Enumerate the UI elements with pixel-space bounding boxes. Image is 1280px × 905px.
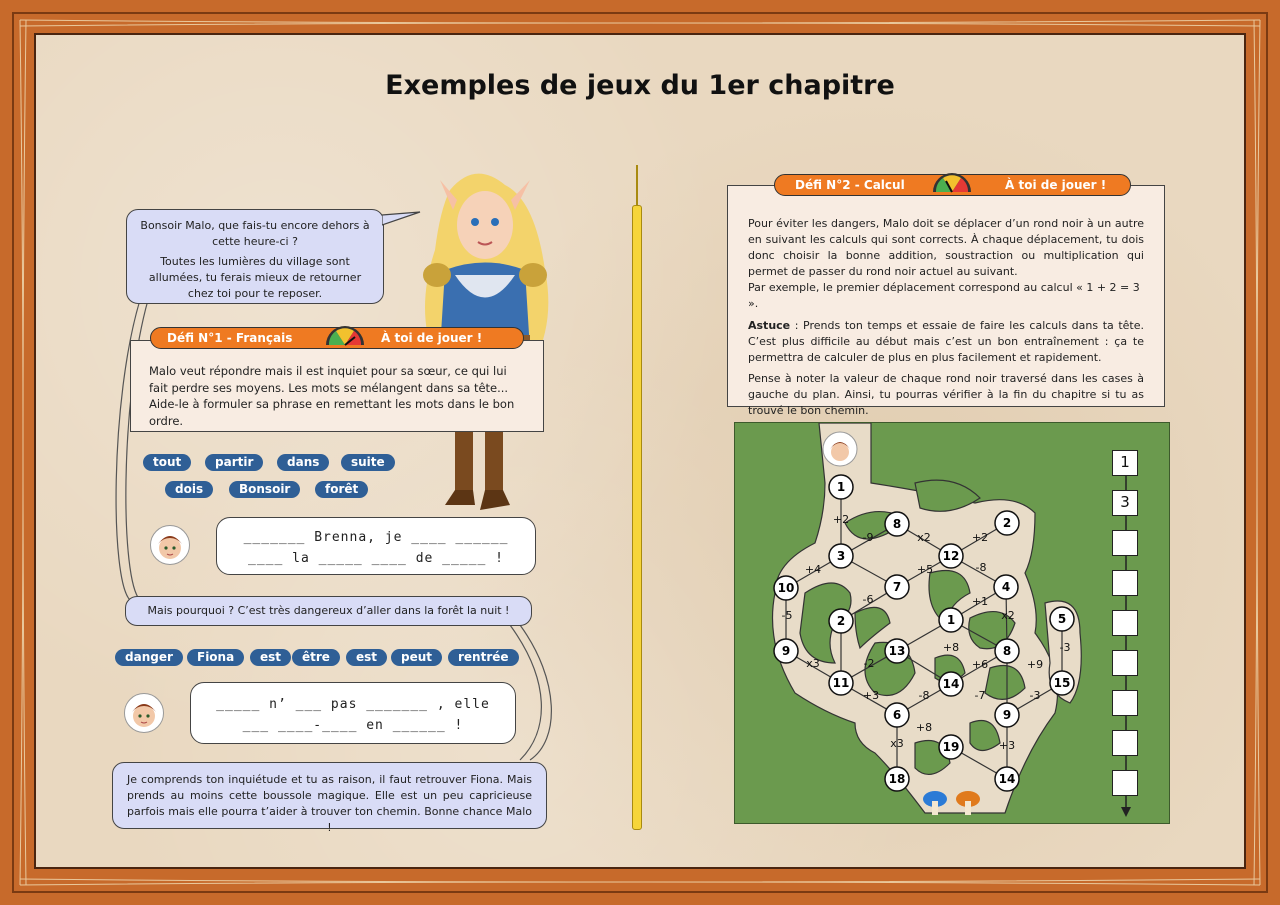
word-chip[interactable]: Fiona <box>187 649 244 666</box>
maze-node[interactable] <box>829 544 853 568</box>
tip-text: : Prends ton temps et essaie de faire les calculs dans ta tête. C’est plus difficile au début mais c’est un bon entraînement : ça te permettra de calculer de plus en plus facilement et rapidement. <box>748 318 1144 364</box>
maze-svg <box>735 423 1169 823</box>
maze-node-value: 4 <box>1001 580 1011 594</box>
maze-operation-label: -6 <box>862 593 874 606</box>
maze-node[interactable] <box>829 671 853 695</box>
maze-node[interactable] <box>885 703 909 727</box>
challenge1-cta: À toi de jouer ! <box>381 331 483 345</box>
ladder-box[interactable]: 3 <box>1112 490 1138 516</box>
maze-node-value: 1 <box>946 613 956 627</box>
ladder-box[interactable] <box>1112 650 1138 676</box>
elf-speech-line2: Toutes les lumières du village sont allumées, tu ferais mieux de retourner chez toi pour te reposer. <box>148 254 362 300</box>
center-divider <box>632 205 642 830</box>
malo-face-icon <box>125 694 163 732</box>
ladder-box[interactable]: 1 <box>1112 450 1138 476</box>
maze-node[interactable] <box>995 639 1019 663</box>
challenge1-text: Malo veut répondre mais il est inquiet pour sa sœur, ce qui lui fait perdre ses moyens. Les mots se mélangent dans sa tête... Aide-le à formuler sa phrase en remettant les mots dans le bon ordre. <box>149 364 515 429</box>
maze-operation-label: x2 <box>1001 609 1015 622</box>
maze-operation-label: -7 <box>974 689 986 702</box>
malo-avatar <box>150 525 190 565</box>
maze-operation-label: +5 <box>916 563 934 576</box>
word-chip[interactable]: être <box>292 649 340 666</box>
maze-map <box>734 422 1170 824</box>
challenge2-cta: À toi de jouer ! <box>1005 178 1107 192</box>
challenge2-para3: Pense à noter la valeur de chaque rond noir traversé dans les cases à gauche du plan. Ainsi, tu pourras vérifier à la fin du chapitre si tu as trouvé le bon chemin. <box>748 372 1144 418</box>
word-chip[interactable]: danger <box>115 649 183 666</box>
maze-node[interactable] <box>829 609 853 633</box>
maze-operation-label: -2 <box>863 657 875 670</box>
challenge2-panel <box>727 185 1165 418</box>
challenge1-title: Défi N°1 - Français <box>167 331 293 345</box>
ladder-box[interactable] <box>1112 770 1138 796</box>
maze-node-value: 10 <box>777 581 795 595</box>
maze-node-value: 5 <box>1057 612 1067 626</box>
maze-node-value: 6 <box>892 708 902 722</box>
maze-operation-label: +6 <box>971 658 989 671</box>
maze-node-value: 9 <box>1002 708 1012 722</box>
word-chip[interactable]: est <box>346 649 387 666</box>
answer1-line1: _______ Brenna, je ____ ______ <box>243 530 509 545</box>
challenge1-panel <box>130 340 544 432</box>
maze-node[interactable] <box>939 735 963 759</box>
maze-operation-label: +8 <box>915 721 933 734</box>
challenge2-tip <box>748 318 1144 366</box>
maze-node[interactable] <box>774 639 798 663</box>
word-chip[interactable]: tout <box>143 454 191 471</box>
maze-node[interactable] <box>939 544 963 568</box>
malo-avatar <box>124 693 164 733</box>
maze-operation-label: +9 <box>1026 658 1044 671</box>
maze-operation-label: x3 <box>890 737 904 750</box>
word-chip[interactable]: dans <box>277 454 329 471</box>
maze-operation-label: +4 <box>804 563 822 576</box>
maze-node[interactable] <box>774 576 798 600</box>
word-chip[interactable]: rentrée <box>448 649 519 666</box>
answer2-box[interactable] <box>190 682 516 744</box>
maze-node-value: 11 <box>832 676 850 690</box>
word-chip[interactable]: forêt <box>315 481 368 498</box>
maze-node[interactable] <box>829 475 853 499</box>
answer1-box[interactable] <box>216 517 536 575</box>
word-chip[interactable]: suite <box>341 454 395 471</box>
ladder-box[interactable] <box>1112 570 1138 596</box>
ladder-box[interactable] <box>1112 610 1138 636</box>
challenge2-title: Défi N°2 - Calcul <box>795 178 905 192</box>
challenge2-para1: Pour éviter les dangers, Malo doit se déplacer d’un rond noir à un autre en suivant les calculs qui sont corrects. À chaque déplacement, tu dois donc choisir la bonne addition, soustraction ou multiplication qui permet de passer du rond noir actuel au suivant. <box>748 217 1144 278</box>
word-chip[interactable]: peut <box>391 649 442 666</box>
maze-node-value: 13 <box>888 644 906 658</box>
maze-node[interactable] <box>995 703 1019 727</box>
word-chip[interactable]: partir <box>205 454 263 471</box>
maze-node[interactable] <box>885 639 909 663</box>
maze-node-value: 2 <box>1002 516 1012 530</box>
elf-warning-bubble: Mais pourquoi ? C’est très dangereux d’aller dans la forêt la nuit ! <box>125 596 532 626</box>
maze-node[interactable] <box>1050 607 1074 631</box>
maze-node[interactable] <box>939 672 963 696</box>
maze-node-value: 2 <box>836 614 846 628</box>
bubble-tail <box>382 210 422 230</box>
malo-face-icon <box>151 526 189 564</box>
maze-operation-label: +3 <box>998 739 1016 752</box>
maze-operation-label: +2 <box>832 513 850 526</box>
answer2-line2: ___ ____-____ en ______ ! <box>242 718 464 733</box>
word-chip[interactable]: Bonsoir <box>229 481 300 498</box>
ladder-box[interactable] <box>1112 530 1138 556</box>
tip-label: Astuce <box>748 318 791 332</box>
maze-node[interactable] <box>885 512 909 536</box>
word-chip[interactable]: dois <box>165 481 213 498</box>
maze-node-value: 14 <box>942 677 960 691</box>
word-chip[interactable]: est <box>250 649 291 666</box>
maze-node[interactable] <box>995 767 1019 791</box>
maze-operation-label: -8 <box>975 561 987 574</box>
maze-operation-label: +8 <box>942 641 960 654</box>
maze-node-value: 8 <box>892 517 902 531</box>
difficulty-gauge-icon <box>322 319 368 349</box>
elf-final-bubble: Je comprends ton inquiétude et tu as raison, il faut retrouver Fiona. Mais prends au moins cette boussole magique. Elle est un peu capricieuse parfois mais elle pourra t’aider à trouver ton chemin. Bonne chance Malo ! <box>112 762 547 829</box>
maze-node-value: 12 <box>942 549 960 563</box>
maze-operation-label: -8 <box>918 689 930 702</box>
maze-node-value: 9 <box>781 644 791 658</box>
maze-operation-label: x2 <box>917 531 931 544</box>
maze-node[interactable] <box>994 575 1018 599</box>
elf-speech-line1: Bonsoir Malo, que fais-tu encore dehors à cette heure-ci ? <box>140 219 370 248</box>
challenge2-example: Par exemple, le premier déplacement correspond au calcul « 1 + 2 = 3 ». <box>748 280 1140 310</box>
maze-operation-label: -3 <box>1029 689 1041 702</box>
maze-operation-label: +2 <box>971 531 989 544</box>
ladder-box[interactable] <box>1112 730 1138 756</box>
answer2-line1: _____ n’ ___ pas _______ , elle <box>216 697 490 712</box>
maze-operation-label: +1 <box>971 595 989 608</box>
maze-node-value: 15 <box>1053 676 1071 690</box>
maze-node-value: 14 <box>998 772 1016 786</box>
maze-node[interactable] <box>1050 671 1074 695</box>
maze-operation-label: -5 <box>781 609 793 622</box>
difficulty-gauge-icon <box>929 166 975 196</box>
divider-top <box>636 165 638 205</box>
page-title: Exemples de jeux du 1er chapitre <box>385 70 895 101</box>
ladder-box[interactable] <box>1112 690 1138 716</box>
maze-node[interactable] <box>885 575 909 599</box>
maze-operation-label: -3 <box>1059 641 1071 654</box>
answer1-line2: ____ la _____ ____ de _____ ! <box>248 551 504 566</box>
maze-node-value: 1 <box>836 480 846 494</box>
elf-speech-bubble <box>126 209 384 304</box>
maze-node-value: 7 <box>892 580 902 594</box>
maze-node[interactable] <box>885 767 909 791</box>
maze-node[interactable] <box>939 608 963 632</box>
maze-node-value: 8 <box>1002 644 1012 658</box>
maze-node[interactable] <box>995 511 1019 535</box>
maze-operation-label: -9 <box>862 531 874 544</box>
maze-operation-label: x3 <box>806 657 820 670</box>
maze-node-value: 18 <box>888 772 906 786</box>
maze-node-value: 19 <box>942 740 960 754</box>
maze-operation-label: +3 <box>862 689 880 702</box>
maze-node-value: 3 <box>836 549 846 563</box>
